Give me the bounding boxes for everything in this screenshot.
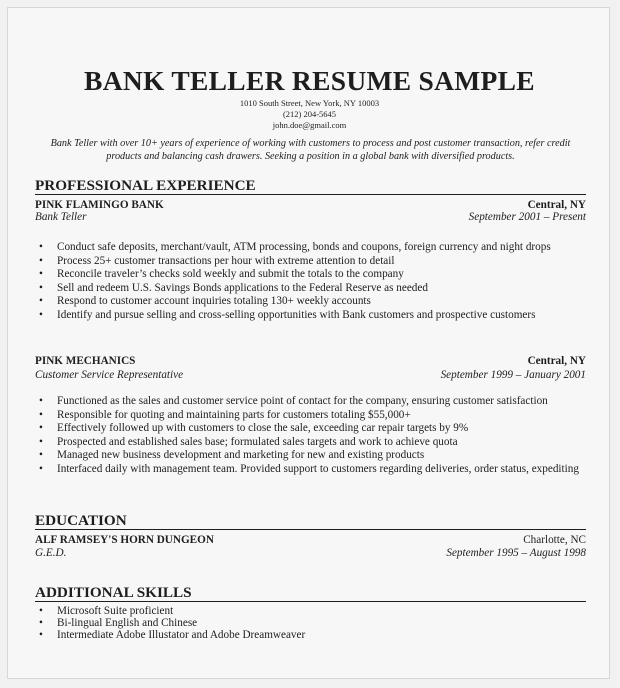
list-item: • Prospected and established sales base; formulated sales targets and work to achieve quota <box>39 435 458 448</box>
job-dates: September 1999 – January 2001 <box>440 369 586 381</box>
job-employer: PINK MECHANICS <box>35 355 136 367</box>
bullet-icon: • <box>39 295 43 307</box>
contact-email: john.doe@gmail.com <box>272 120 347 130</box>
bullet-icon: • <box>39 241 43 253</box>
professional-summary: Bank Teller with over 10+ years of experience of working with customers to process and post customer transaction, refer credit products and balancing cash drawers. Seeking a position in a global bank with diversified products. <box>50 138 571 162</box>
resume-title: BANK TELLER RESUME SAMPLE <box>84 65 535 96</box>
job-dates: September 2001 – Present <box>468 211 586 223</box>
education-degree: G.E.D. <box>35 547 67 559</box>
bullet-icon: • <box>39 308 43 321</box>
bullet-icon: • <box>39 254 43 267</box>
list-item: • Respond to customer account inquiries totaling 130+ weekly accounts <box>39 295 371 307</box>
list-item: • Identify and pursue selling and cross-selling opportunities with Bank customers and prospective customers <box>39 308 536 321</box>
education-location: Charlotte, NC <box>523 534 586 546</box>
list-item: • Functioned as the sales and customer service point of contact for the company, ensuring customer satisfaction <box>39 395 548 407</box>
bullet-icon: • <box>39 449 43 461</box>
list-item: • Intermediate Adobe Illustator and Adobe Dreamweaver <box>39 629 306 641</box>
list-item: • Microsoft Suite proficient <box>39 605 174 617</box>
list-item: • Reconcile traveler’s checks sold weekly and submit the totals to the company <box>39 268 404 280</box>
list-item: • Sell and redeem U.S. Savings Bonds applications to the Federal Reserve as needed <box>39 281 428 294</box>
section-heading-skills: ADDITIONAL SKILLS <box>35 584 586 602</box>
skills-list <box>35 605 586 641</box>
list-item: • Process 25+ customer transactions per hour with extreme attention to detail <box>39 254 395 267</box>
job-location: Central, NY <box>527 355 586 367</box>
bullet-icon: • <box>39 422 43 434</box>
resume-page <box>7 7 610 679</box>
section-heading-education: EDUCATION <box>35 512 586 530</box>
bullet-icon: • <box>39 268 43 280</box>
education-dates: September 1995 – August 1998 <box>446 547 586 559</box>
bullet-icon: • <box>39 435 43 448</box>
bullet-icon: • <box>39 408 43 421</box>
bullet-icon: • <box>39 605 43 617</box>
contact-address: 1010 South Street, New York, NY 10003 <box>239 98 380 108</box>
job-location: Central, NY <box>527 199 586 211</box>
education-school: ALF RAMSEY'S HORN DUNGEON <box>35 534 214 546</box>
contact-phone: (212) 204-5645 <box>282 109 337 119</box>
job-bullets <box>35 395 586 476</box>
list-item: • Responsible for quoting and maintaining parts for customers totaling $55,000+ <box>39 408 411 421</box>
job-role: Bank Teller <box>35 211 87 223</box>
bullet-icon: • <box>39 629 43 641</box>
job-role: Customer Service Representative <box>35 369 184 381</box>
list-item: • Interfaced daily with management team. Provided support to customers regarding deliveries, order status, expediting <box>39 462 579 475</box>
bullet-icon: • <box>39 617 43 629</box>
bullet-icon: • <box>39 462 43 475</box>
list-item: • Managed new business development and marketing for new and existing products <box>39 449 425 461</box>
list-item: • Conduct safe deposits, merchant/vault, ATM processing, bonds and coupons, foreign currency and night drops <box>39 241 551 253</box>
job-employer: PINK FLAMINGO BANK <box>35 199 164 211</box>
job-bullets <box>35 241 586 322</box>
section-heading-experience: PROFESSIONAL EXPERIENCE <box>35 177 586 195</box>
list-item: • Bi-lingual English and Chinese <box>39 617 198 629</box>
bullet-icon: • <box>39 281 43 294</box>
list-item: • Effectively followed up with customers to close the sale, exceeding car repair targets by 9% <box>39 422 469 434</box>
bullet-icon: • <box>39 395 43 407</box>
